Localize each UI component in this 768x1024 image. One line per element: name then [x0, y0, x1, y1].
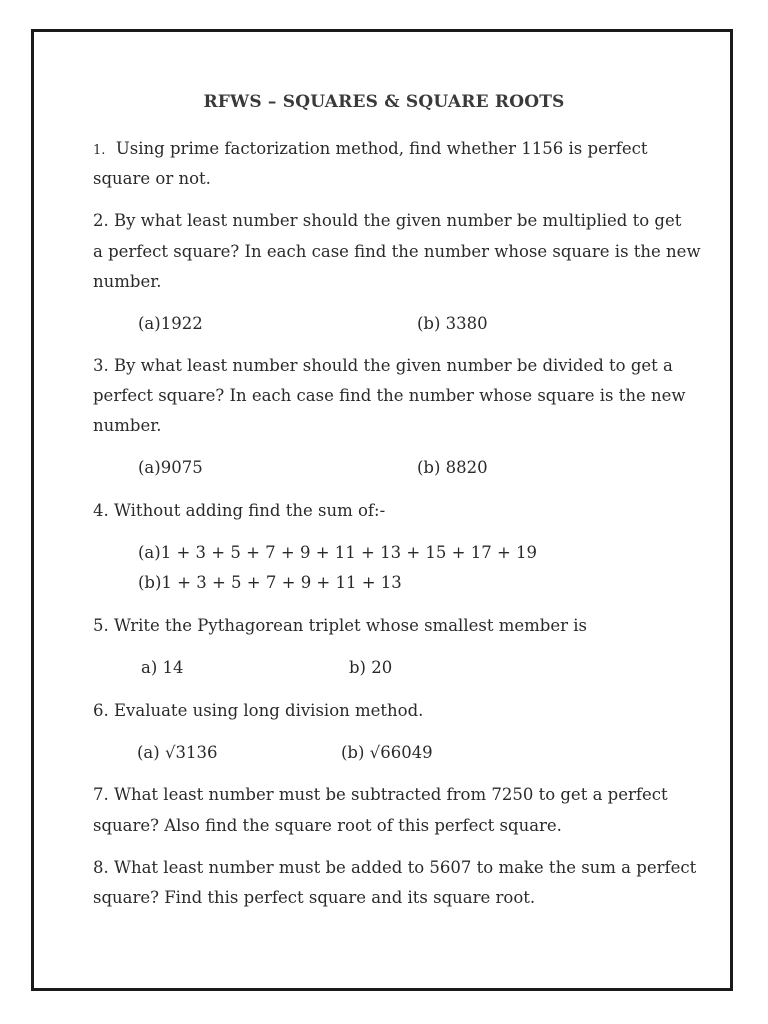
- question-5-option-b: b) 20: [349, 658, 393, 677]
- question-3-line-2: perfect square? In each case find the number whose square is the new: [93, 386, 686, 405]
- question-3-option-a: (a)9075: [138, 458, 203, 477]
- question-4-line-1: 4. Without adding find the sum of:-: [93, 501, 386, 520]
- question-5-option-a: a) 14: [141, 658, 184, 677]
- question-3-line-3: number.: [93, 416, 162, 435]
- question-8-line-2: square? Find this perfect square and its square root.: [93, 888, 536, 907]
- question-4-option-b: (b)1 + 3 + 5 + 7 + 9 + 11 + 13: [138, 573, 402, 592]
- question-3-line-1: 3. By what least number should the given number be divided to get a: [93, 356, 673, 375]
- question-2-option-b: (b) 3380: [417, 314, 488, 333]
- question-8-line-1: 8. What least number must be added to 5607 to make the sum a perfect: [93, 858, 697, 877]
- question-6-line-1: 6. Evaluate using long division method.: [93, 701, 424, 720]
- question-2-line-3: number.: [93, 272, 162, 291]
- question-6-option-b: (b) √66049: [341, 743, 433, 762]
- question-5-line-1: 5. Write the Pythagorean triplet whose smallest member is: [93, 616, 587, 635]
- question-2-option-a: (a)1922: [138, 314, 203, 333]
- question-1-line-2: square or not.: [93, 169, 211, 188]
- question-1-number: 1.: [93, 143, 106, 158]
- question-1-line-1: [93, 134, 647, 166]
- question-1-text: Using prime factorization method, find whether 1156 is perfect: [115, 139, 648, 158]
- question-4-option-a: (a)1 + 3 + 5 + 7 + 9 + 11 + 13 + 15 + 17 + 19: [138, 543, 538, 562]
- question-7-line-2: square? Also find the square root of this perfect square.: [93, 816, 562, 835]
- worksheet-title: RFWS – SQUARES & SQUARE ROOTS: [203, 92, 565, 112]
- question-6-option-a: (a) √3136: [137, 743, 218, 762]
- question-2-line-1: 2. By what least number should the given number be multiplied to get: [93, 211, 682, 230]
- question-3-option-b: (b) 8820: [417, 458, 488, 477]
- question-7-line-1: 7. What least number must be subtracted from 7250 to get a perfect: [93, 785, 668, 804]
- question-2-line-2: a perfect square? In each case find the number whose square is the new: [93, 242, 701, 261]
